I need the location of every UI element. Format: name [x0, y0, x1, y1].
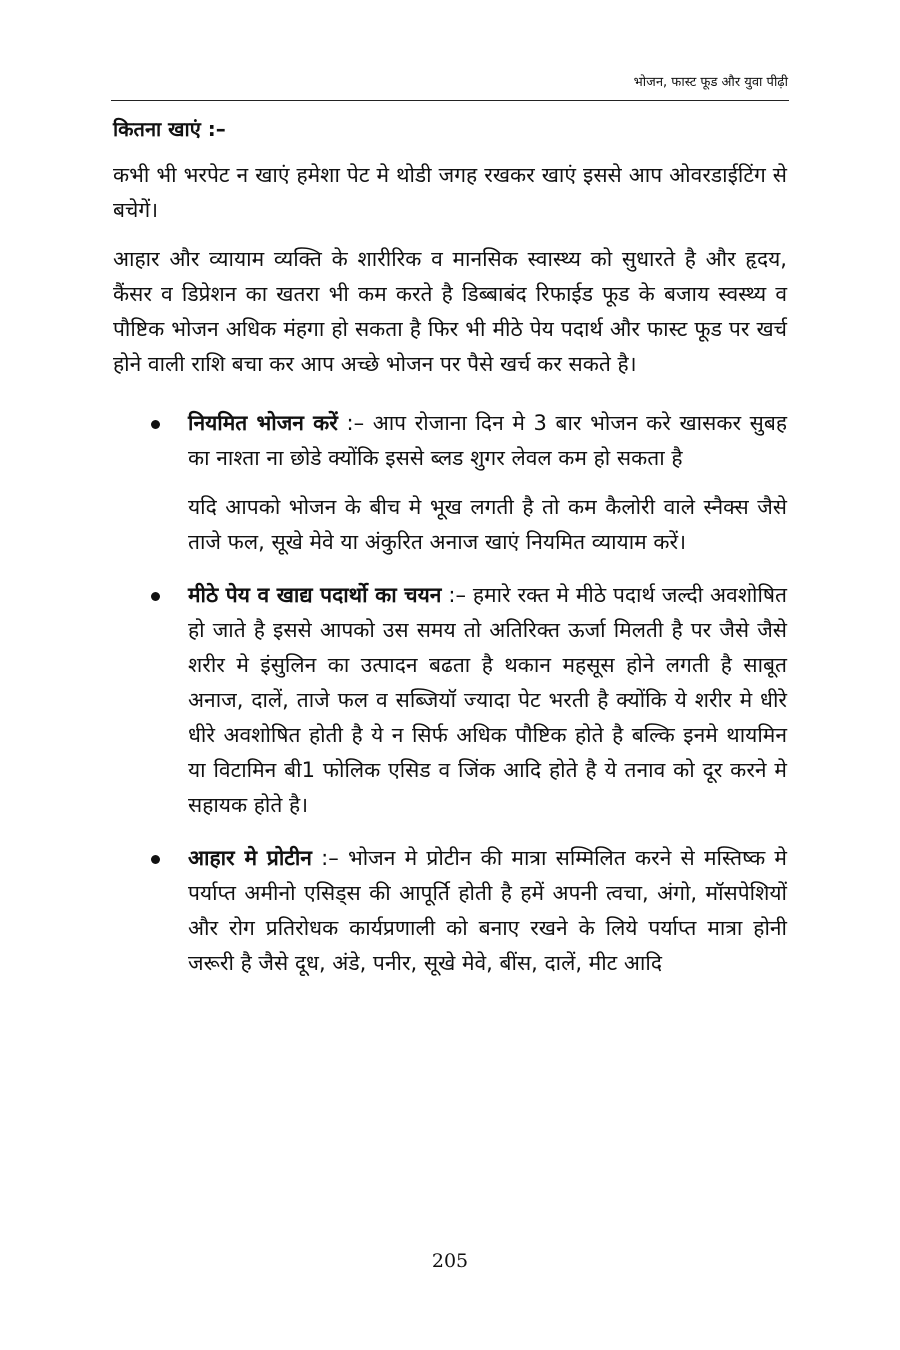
- bullet-text: [188, 578, 787, 823]
- paragraph-diet-exercise: आहार और व्यायाम व्यक्ति के शारीरिक व मानसिक स्वास्थ्य को सुधारते है और हृदय, कैंसर व डिप्रेशन का खतरा भी कम करते है डिब्बाबंद रिफाईड फूड के बजाय स्वस्थ्य व पौष्टिक भोजन अधिक मंहगा हो सकता है फिर भी मीठे पेय पदार्थ और फास्ट फूड पर खर्च होने वाली राशि बचा कर आप अच्छे भोजन पर पैसे खर्च कर सकते है।: [113, 247, 787, 376]
- bullet-separator: :–: [311, 846, 348, 870]
- bullet-dot-icon: [151, 855, 160, 864]
- bullet-item-sweet-drinks: [113, 578, 787, 823]
- page-content: [113, 112, 787, 999]
- bullet-title: आहार मे प्रोटीन: [188, 846, 312, 870]
- bullet-text: [188, 406, 787, 476]
- header-divider: [111, 100, 789, 101]
- bullet-item-regular-meals: [113, 406, 787, 560]
- bullet-item-protein: [113, 841, 787, 981]
- paragraph-overeating: कभी भी भरपेट न खाएं हमेशा पेट मे थोडी जगह रखकर खाएं इससे आप ओवरडाईटिंग से बचेगें।: [113, 163, 787, 222]
- bullet-body: भोजन मे प्रोटीन की मात्रा सम्मिलित करने से मस्तिष्क मे पर्याप्त अमीनो एसिड्स की आपूर्ति होती है हमें अपनी त्वचा, अंगो, मॉसपेशियों और रोग प्रतिरोधक कार्यप्रणाली को बनाए रखने के लिये पर्याप्त मात्रा होनी जरूरी है जैसे दूध, अंडे, पनीर, सूखे मेवे, बींस, दालें, मीट आदि: [188, 846, 787, 975]
- bullet-title: नियमित भोजन करें: [188, 411, 338, 435]
- bullet-title: मीठे पेय व खाद्य पदार्थो का चयन: [188, 583, 442, 607]
- bullet-separator: :–: [441, 583, 473, 607]
- page-number: 205: [431, 1250, 469, 1272]
- bullet-extra-paragraph: यदि आपको भोजन के बीच मे भूख लगती है तो कम कैलोरी वाले स्नैक्स जैसे ताजे फल, सूखे मेवे या अंकुरित अनाज खाएं नियमित व्यायाम करें।: [188, 495, 787, 554]
- bullet-dot-icon: [151, 420, 160, 429]
- bullet-dot-icon: [151, 592, 160, 601]
- bullet-text: [188, 841, 787, 981]
- bullet-body: हमारे रक्त मे मीठे पदार्थ जल्दी अवशोषित हो जाते है इससे आपको उस समय तो अतिरिक्त ऊर्जा मिलती है पर जैसे जैसे शरीर मे इंसुलिन का उत्पादन बढता है थकान महसूस होने लगती है साबूत अनाज, दालें, ताजे फल व सब्जियॉ ज्यादा पेट भरती है क्योंकि ये शरीर मे धीरे धीरे अवशोषित होती है ये न सिर्फ अधिक पौष्टिक होते है बल्कि इनमे थायमिन या विटामिन बी1 फोलिक एसिड व जिंक आदि होते है ये तनाव को दूर करने मे सहायक होते है।: [188, 583, 787, 817]
- bullet-body: आप रोजाना दिन मे 3 बार भोजन करे खासकर सुबह का नाश्ता ना छोडे क्योंकि इससे ब्लड शुगर लेवल कम हो सकता है: [188, 411, 787, 470]
- bullet-separator: :–: [337, 411, 373, 435]
- bullet-list: [113, 406, 787, 981]
- running-header: भोजन, फास्ट फूड और युवा पीढ़ी: [633, 75, 788, 90]
- section-heading: कितना खाएं :–: [113, 117, 226, 141]
